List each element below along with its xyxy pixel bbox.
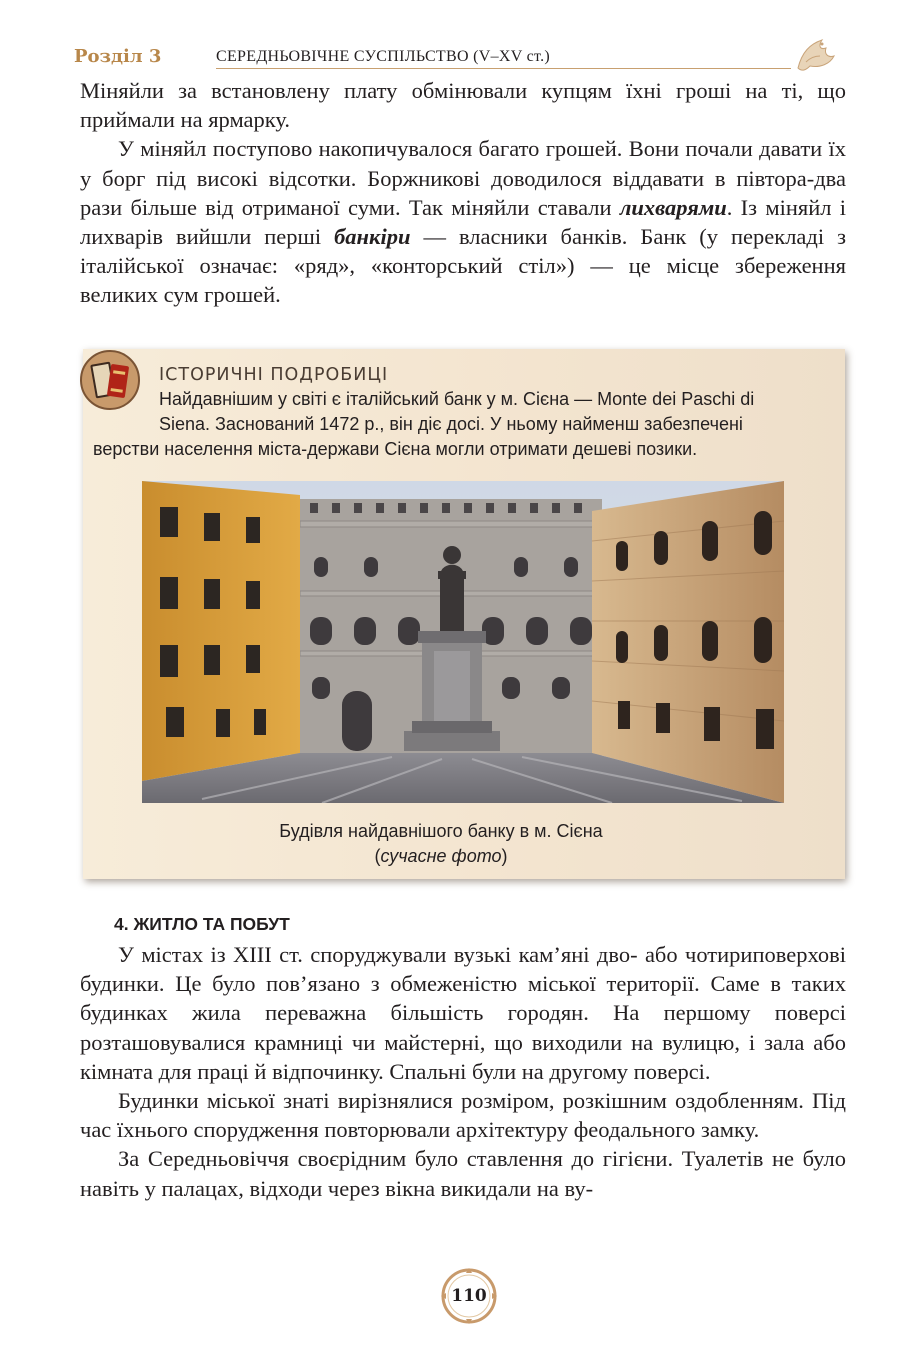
page-header: [74, 42, 844, 72]
photo-caption: [83, 819, 799, 869]
chapter-label: Розділ 3: [74, 46, 162, 67]
box-text-line: Siena. Заснований 1472 р., він діє досі. У ньому найменш забезпечені: [159, 414, 743, 434]
box-text: [93, 387, 835, 462]
siena-bank-photo: [142, 481, 784, 803]
text-run: . Із міняйл і лихварів вийшли перші: [80, 194, 847, 250]
section-paragraph-2: Будинки міської знаті вирізнялися розміром, розкішним оздобленням. Під час їхнього спорудження повторювали архітектуру феодального замку.: [80, 1088, 846, 1143]
section-4-text: [80, 940, 846, 1203]
term-bankers: банкіри: [334, 224, 411, 250]
section-paragraph-3: За Середньовіччя своєрідним було ставлення до гігієни. Туалетів не було навіть у палацах, відходи через вікна викидали на ву-: [80, 1146, 846, 1201]
caption-line: Будівля найдавнішого банку в м. Сієна: [279, 821, 603, 841]
box-text-line: Найдавнішим у світі є італійський банк у м. Сієна — Monte dei Paschi di: [159, 389, 755, 409]
term-usurers: лихварями: [619, 194, 727, 220]
page-number-badge: [440, 1267, 498, 1325]
historical-details-box: [83, 349, 845, 879]
intro-paragraph-2: [80, 134, 846, 309]
caption-note: сучасне фото: [380, 846, 502, 866]
intro-text: [80, 76, 846, 310]
header-rule: [216, 68, 791, 69]
text-run: — власники банків. Банк (у перекладі з італійської означає: «ряд», «конторський стіл») — це місце збереження великих сум грошей.: [80, 224, 846, 308]
intro-paragraph-1: Міняйли за встановлену плату обмінювали купцям їхні гроші на ті, що приймали на ярмарку.: [80, 78, 846, 133]
box-text-line: верстви населення міста-держави Сієна могли отримати дешеві позики.: [93, 439, 698, 459]
box-heading: ІСТОРИЧНІ ПОДРОБИЦІ: [159, 365, 389, 385]
page-number: 110: [451, 1286, 487, 1306]
text-run: У міняйл поступово накопичувалося багато грошей. Вони почали давати їх у борг під високі відсотки. Боржникові доводилося віддавати в півтора-два рази більше від отриманої суми. Так міняйли ставали: [80, 136, 846, 220]
caption-note-line: (сучасне фото): [374, 846, 508, 866]
section-paragraph-1: У містах із XIII ст. споруджували вузькі кам’яні дво- або чотириповерхові будинки. Це було пов’язано з обмеженістю міської території. Саме в таких будинках жила переважна більшість городян. На першому поверсі розташовувалися крамниці чи майстерні, що виходили на вулицю, і зала або кімната для праці й відпочинку. Спальні були на другому поверсі.: [80, 942, 846, 1084]
section-heading: 4. ЖИТЛО ТА ПОБУТ: [114, 914, 290, 934]
section-title: СЕРЕДНЬОВІЧНЕ СУСПІЛЬСТВО (V–XV ст.): [216, 48, 551, 65]
dragon-ornament-icon: [792, 32, 838, 74]
